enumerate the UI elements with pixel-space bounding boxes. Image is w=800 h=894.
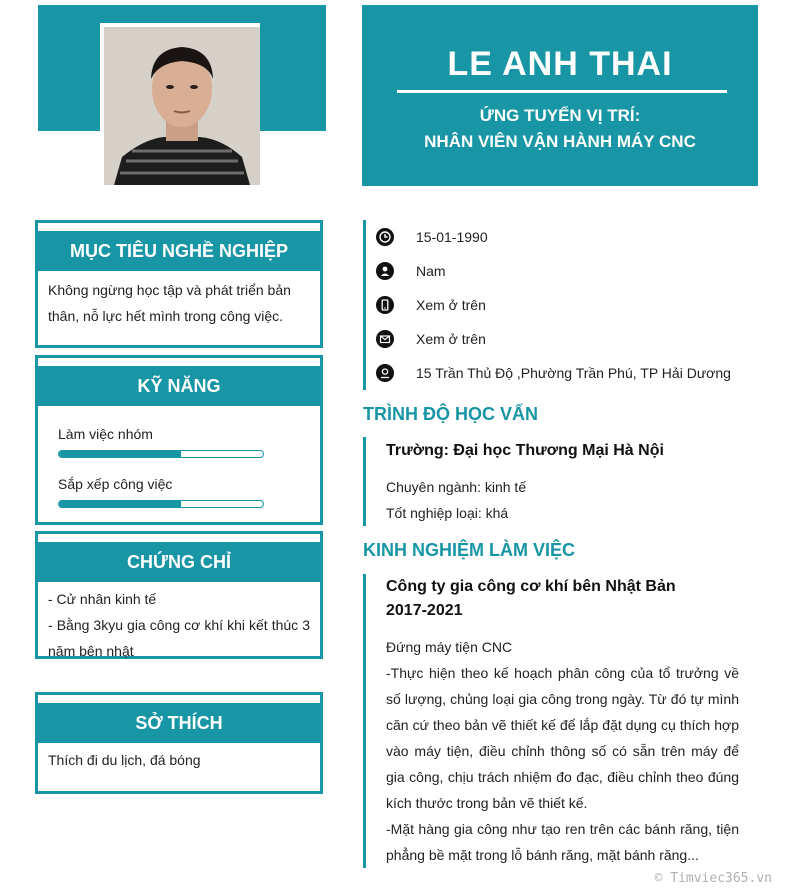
clock-icon bbox=[376, 228, 394, 246]
experience-duty: -Thực hiện theo kế hoạch phân công của tổ trưởng về số lượng, chủng loại gia công trong ngày. Từ đó tự mình căn cứ theo bản vẽ thiết kế để lắp đặt dụng cụ thích hợp vào máy tiện, điều chỉnh thông số có sẵn trên máy để gia công, chịu trách nhiệm đo đạc, điều chỉnh theo đúng kích thước trong bản vẽ thiết kế. bbox=[386, 665, 739, 811]
address-text: 15 Trần Thủ Độ ,Phường Trần Phú, TP Hải Dương bbox=[416, 365, 731, 381]
profile-photo bbox=[104, 27, 260, 185]
education-title: TRÌNH ĐỘ HỌC VẤN bbox=[363, 404, 538, 424]
contact-email bbox=[376, 328, 486, 350]
gender-text: Nam bbox=[416, 263, 446, 279]
education-school: Trường: Đại học Thương Mại Hà Nội bbox=[386, 442, 664, 459]
hobbies-text: Thích đi du lịch, đá bóng bbox=[48, 752, 201, 768]
skills-title: KỸ NĂNG bbox=[35, 366, 323, 406]
skills-section bbox=[35, 355, 323, 525]
role-label: ỨNG TUYỂN VỊ TRÍ: bbox=[479, 106, 641, 125]
experience-position: Đứng máy tiện CNC bbox=[386, 639, 513, 655]
contact-phone bbox=[376, 294, 486, 316]
skill-progress-bar bbox=[58, 450, 264, 458]
experience-duty: -Mặt hàng gia công như tạo ren trên các bánh răng, tiện phẳng bề mặt trong lỗ bánh răng, mặt bánh răng... bbox=[386, 821, 739, 863]
certificates-body bbox=[38, 582, 320, 674]
education-grade: Tốt nghiệp loại: khá bbox=[386, 505, 509, 521]
skill-progress-fill bbox=[59, 451, 181, 457]
hobbies-title: SỞ THÍCH bbox=[35, 703, 323, 743]
skill-item bbox=[38, 474, 320, 508]
experience-accent-bar bbox=[363, 574, 366, 868]
birthdate-text: 15-01-1990 bbox=[416, 229, 488, 245]
phone-text: Xem ở trên bbox=[416, 297, 486, 313]
hobbies-section bbox=[35, 692, 323, 794]
objective-text: Không ngừng học tập và phát triển bản thân, nỗ lực hết mình trong công việc. bbox=[48, 282, 291, 324]
name-divider bbox=[397, 90, 727, 93]
contact-accent-bar bbox=[363, 220, 366, 390]
certificates-title: CHỨNG CHỈ bbox=[35, 542, 323, 582]
objective-title: MỤC TIÊU NGHỀ NGHIỆP bbox=[35, 231, 323, 271]
skill-label: Sắp xếp công việc bbox=[58, 476, 173, 492]
contact-birthdate bbox=[376, 226, 488, 248]
location-icon bbox=[376, 364, 394, 382]
education-major: Chuyên ngành: kinh tế bbox=[386, 479, 527, 495]
email-text: Xem ở trên bbox=[416, 331, 486, 347]
skill-label: Làm việc nhóm bbox=[58, 426, 153, 442]
candidate-name: LE ANH THAI bbox=[447, 45, 673, 83]
skill-item bbox=[38, 424, 320, 458]
experience-period: 2017-2021 bbox=[386, 602, 463, 619]
education-accent-bar bbox=[363, 437, 366, 526]
certificates-section bbox=[35, 531, 323, 659]
experience-company: Công ty gia công cơ khí bên Nhật Bản bbox=[386, 578, 676, 595]
skill-progress-fill bbox=[59, 501, 181, 507]
experience-title: KINH NGHIỆM LÀM VIỆC bbox=[363, 540, 576, 560]
skills-list bbox=[38, 406, 320, 508]
role-value: NHÂN VIÊN VẬN HÀNH MÁY CNC bbox=[424, 132, 696, 151]
watermark: © Timviec365.vn bbox=[654, 871, 772, 886]
skill-progress-bar bbox=[58, 500, 264, 508]
name-header bbox=[362, 5, 758, 186]
person-icon bbox=[376, 262, 394, 280]
phone-icon bbox=[376, 296, 394, 314]
contact-gender bbox=[376, 260, 446, 282]
certificate-item: - Cử nhân kinh tế bbox=[48, 591, 157, 607]
person-portrait-icon bbox=[104, 27, 260, 185]
email-icon bbox=[376, 330, 394, 348]
objective-section bbox=[35, 220, 323, 348]
certificate-item: - Bằng 3kyu gia công cơ khí khi kết thúc 3 năm bên nhật bbox=[48, 617, 310, 659]
contact-address bbox=[376, 362, 731, 384]
experience-description bbox=[386, 634, 739, 868]
